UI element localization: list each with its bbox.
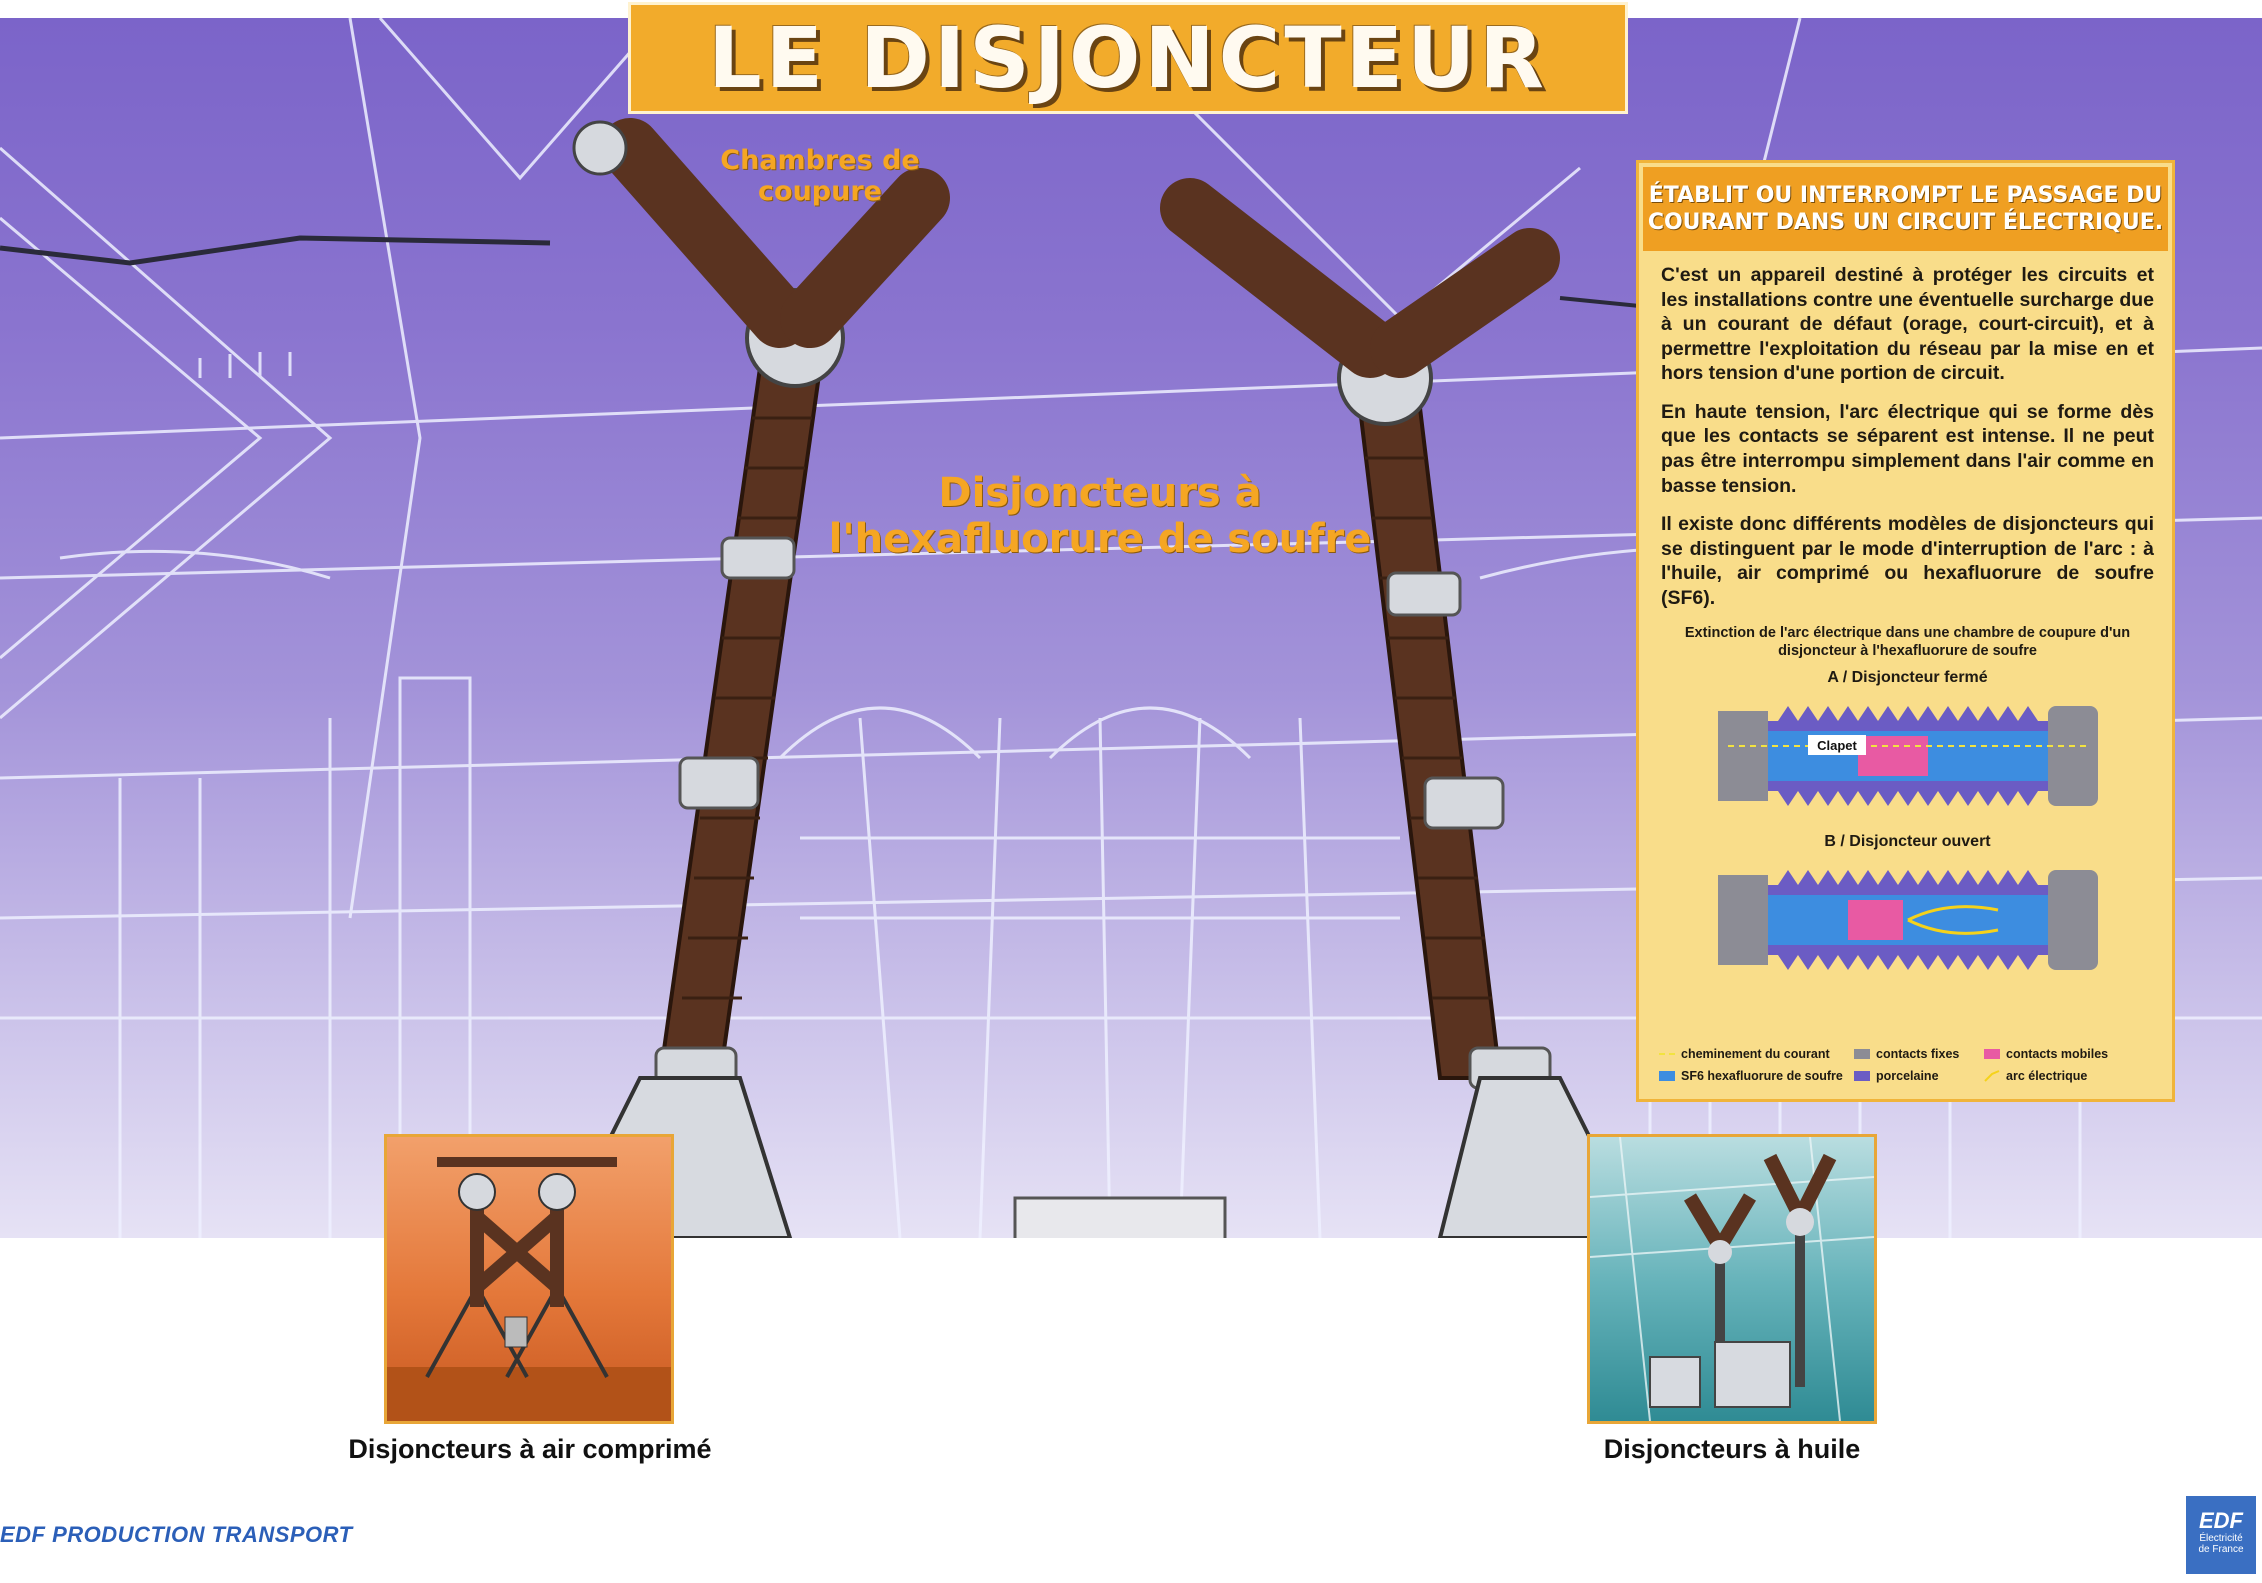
legend-label: porcelaine [1876, 1069, 1939, 1083]
left-pole [560, 122, 920, 1238]
edf-logo-sub2: de France [2198, 1543, 2244, 1555]
legend-label: contacts fixes [1876, 1047, 1960, 1061]
oil-breaker-illustration [1590, 1137, 1874, 1421]
legend-swatch [1659, 1071, 1675, 1081]
legend-item [1984, 1069, 2144, 1083]
diagram-caption: Extinction de l'arc électrique dans une chambre de coupure d'un disjoncteur à l'hexafluorure de soufre [1684, 625, 2131, 660]
edf-logo-main: EDF [2199, 1508, 2243, 1533]
connector-cable [0, 238, 550, 263]
label-chambres-de-coupure: Chambres de coupure [720, 145, 920, 208]
clapet-label: Clapet [1816, 737, 1857, 753]
edf-logo-sub1: Électricité [2199, 1533, 2243, 1544]
legend-label: cheminement du courant [1681, 1047, 1830, 1061]
caption-oil: Disjoncteurs à huile [1603, 1434, 1861, 1464]
info-body [1639, 255, 2172, 985]
caption-air-compressed: Disjoncteurs à air comprimé [348, 1434, 712, 1464]
label-sf6-breakers: Disjoncteurs à l'hexafluorure de soufre [828, 470, 1372, 562]
legend-swatch [1854, 1049, 1870, 1059]
inset-air-compressed-breaker [384, 1134, 674, 1424]
info-header-text: ÉTABLIT OU INTERROMPT LE PASSAGE DU COURANT DANS UN CIRCUIT ÉLECTRIQUE. [1647, 182, 2164, 235]
footer-brand-text: EDF PRODUCTION TRANSPORT [0, 1522, 353, 1547]
legend-label: arc électrique [2006, 1069, 2088, 1083]
info-header [1643, 167, 2168, 251]
info-panel [1636, 160, 2175, 1102]
title-banner [628, 2, 1628, 114]
diagram-closed [1708, 691, 2108, 821]
legend-item [1854, 1069, 1984, 1083]
diagram-b-title: B / Disjoncteur ouvert [1824, 832, 1991, 850]
info-paragraph: Il existe donc différents modèles de disjoncteurs qui se distinguent par le mode d'interruption de l'arc : à l'huile, air comprimé ou hexafluorure de soufre (SF6). [1661, 513, 2154, 609]
inset-oil-breaker [1587, 1134, 1877, 1424]
legend-item [1854, 1047, 1984, 1061]
legend-item [1659, 1069, 1854, 1083]
right-pole [1190, 208, 1640, 1238]
control-box [1015, 1198, 1225, 1238]
diagram-legend [1659, 1043, 2159, 1087]
diagram-a-title: A / Disjoncteur fermé [1827, 668, 1988, 686]
info-paragraph: En haute tension, l'arc électrique qui se forme dès que les contacts se séparent est intense. Il ne peut pas être interrompu simplement dans l'air comme en basse tension. [1661, 400, 2154, 497]
page-title: LE DISJONCTEUR [708, 9, 1548, 107]
info-paragraph: C'est un appareil destiné à protéger les circuits et les installations contre une éventuelle surcharge due à un courant de défaut (orage, court-circuit), et à permettre l'exploitation du réseau par la mise en et hors tension d'une portion de circuit. [1661, 264, 2154, 385]
air-breaker-illustration [387, 1137, 671, 1421]
diagram-open [1708, 855, 2108, 985]
legend-swatch [1854, 1071, 1870, 1081]
arc-swatch-icon [1984, 1070, 2000, 1082]
legend-label: SF6 hexafluorure de soufre [1681, 1069, 1843, 1083]
legend-swatch [1984, 1049, 2000, 1059]
legend-item [1984, 1047, 2144, 1061]
edf-logo [2186, 1496, 2256, 1574]
legend-label: contacts mobiles [2006, 1047, 2109, 1061]
legend-item [1659, 1047, 1854, 1061]
legend-swatch [1659, 1053, 1675, 1055]
